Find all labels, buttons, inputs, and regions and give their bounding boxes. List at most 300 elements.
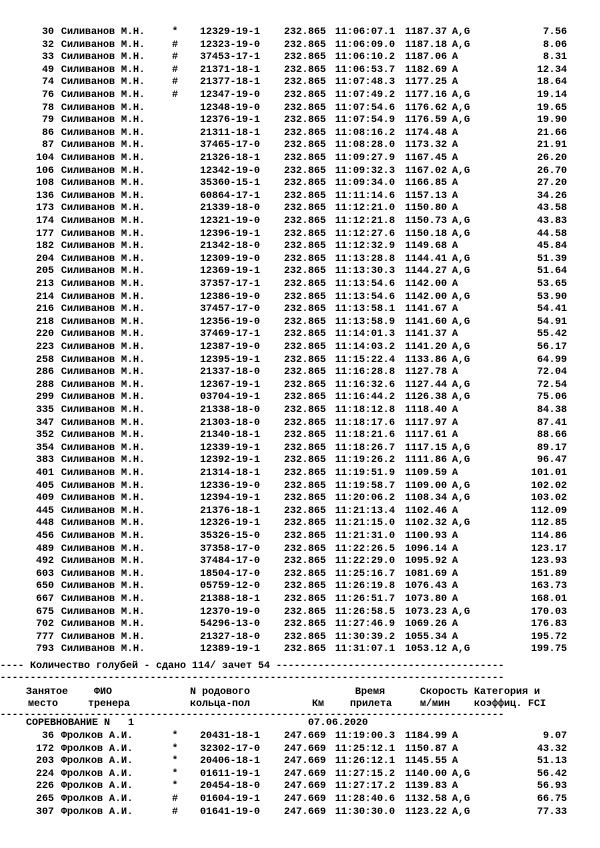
cell-fci: 51.39: [536, 253, 567, 265]
cell-fci: 151.89: [530, 568, 567, 580]
cell-km: 232.865: [284, 115, 327, 127]
cell-name: Фролков А.И.: [61, 731, 134, 742]
table-row: [0, 165, 600, 178]
table-row: [0, 530, 600, 543]
table-row: [0, 328, 600, 341]
cell-fci: 123.17: [530, 543, 567, 555]
cell-name: Силиванов М.Н.: [61, 606, 146, 618]
header-ring-2: кольца-пол: [190, 699, 251, 710]
cell-time: 11:21:31.0: [335, 531, 396, 542]
cell-fci: 54.91: [536, 316, 567, 328]
cell-place: 667: [35, 594, 54, 605]
cell-place: 79: [41, 115, 54, 127]
cell-speed: 1133.86: [405, 354, 448, 366]
header-category: Категория и: [474, 687, 541, 698]
table-row: [0, 152, 600, 165]
cell-ring: 21339-18-0: [200, 203, 261, 215]
cell-ring: 12347-19-0: [200, 90, 261, 101]
cell-speed: 1166.85: [405, 178, 448, 190]
cell-time: 11:30:30.0: [335, 806, 396, 818]
table-row: [0, 102, 600, 115]
cell-place: 405: [35, 480, 54, 492]
cell-cat: A,G: [452, 90, 471, 101]
cell-time: 11:12:21.0: [335, 203, 396, 215]
table-row: [0, 228, 600, 241]
cell-km: 232.865: [284, 153, 327, 164]
cell-km: 247.669: [284, 756, 327, 768]
cell-place: 108: [35, 178, 54, 190]
cell-place: 675: [35, 606, 54, 618]
cell-ring: 01604-19-1: [200, 794, 261, 805]
cell-ring: 21388-18-1: [200, 594, 261, 605]
cell-fci: 88.66: [536, 430, 567, 442]
cell-ring: 35360-15-1: [200, 178, 261, 190]
cell-km: 232.865: [284, 27, 327, 38]
cell-time: 11:13:30.3: [335, 266, 396, 278]
cell-time: 11:28:40.6: [335, 794, 396, 805]
cell-ring: 12336-19-0: [200, 480, 261, 492]
header-name: ФИО: [94, 687, 113, 698]
cell-ring: 12342-19-0: [200, 165, 261, 177]
cell-place: 203: [35, 756, 54, 768]
cell-km: 232.865: [284, 228, 327, 240]
cell-speed: 1176.59: [405, 115, 448, 127]
cell-name: Силиванов М.Н.: [61, 153, 146, 164]
cell-fci: 195.72: [530, 631, 567, 643]
table-row: [0, 755, 600, 768]
cell-cat: A: [452, 329, 459, 341]
cell-speed: 1053.12: [405, 644, 448, 656]
cell-time: 11:09:32.3: [335, 165, 396, 177]
cell-ring: 20406-18-1: [200, 756, 261, 768]
table-row: [0, 278, 600, 291]
cell-km: 232.865: [284, 39, 327, 51]
cell-fci: 34.26: [536, 190, 567, 202]
table-row: [0, 253, 600, 266]
cell-speed: 1140.00: [405, 768, 448, 780]
cell-mark: #: [172, 794, 179, 805]
cell-name: Силиванов М.Н.: [61, 568, 146, 580]
cell-cat: A: [452, 619, 459, 631]
cell-time: 11:27:15.2: [335, 768, 396, 780]
table-row: [0, 442, 600, 455]
cell-speed: 1111.86: [405, 455, 448, 467]
cell-km: 232.865: [284, 405, 327, 416]
cell-name: Силиванов М.Н.: [61, 379, 146, 391]
cell-cat: A: [452, 543, 459, 555]
cell-ring: 12392-19-1: [200, 455, 261, 467]
cell-speed: 1117.61: [405, 430, 448, 442]
table-row: [0, 127, 600, 140]
cell-km: 232.865: [284, 442, 327, 454]
cell-name: Силиванов М.Н.: [61, 354, 146, 366]
cell-time: 11:27:17.2: [335, 781, 396, 793]
cell-speed: 1102.32: [405, 518, 448, 530]
cell-place: 223: [35, 342, 54, 353]
cell-km: 247.669: [284, 806, 327, 818]
cell-name: Силиванов М.Н.: [61, 140, 146, 152]
table-row: [0, 114, 600, 127]
cell-cat: A,G: [452, 316, 471, 328]
table-row: [0, 26, 600, 39]
table-row: [0, 480, 600, 493]
header-place-2: место: [28, 699, 59, 710]
cell-km: 247.669: [284, 794, 327, 805]
cell-time: 11:21:13.4: [335, 505, 396, 517]
cell-cat: A,G: [452, 806, 471, 818]
cell-fci: 84.38: [536, 405, 567, 416]
cell-speed: 1150.87: [405, 743, 448, 755]
cell-name: Фролков А.И.: [61, 781, 134, 793]
cell-name: Силиванов М.Н.: [61, 581, 146, 593]
cell-place: 777: [35, 631, 54, 643]
cell-time: 11:07:54.9: [335, 115, 396, 127]
cell-time: 11:16:28.8: [335, 367, 396, 379]
cell-place: 205: [35, 266, 54, 278]
cell-km: 232.865: [284, 266, 327, 278]
cell-ring: 37453-17-1: [200, 52, 261, 64]
cell-speed: 1187.18: [405, 39, 448, 51]
cell-name: Силиванов М.Н.: [61, 531, 146, 542]
cell-ring: 12386-19-0: [200, 291, 261, 303]
table-row: [0, 643, 600, 656]
cell-ring: 12387-19-0: [200, 342, 261, 353]
cell-fci: 19.65: [536, 102, 567, 114]
cell-ring: 12356-19-0: [200, 316, 261, 328]
cell-speed: 1118.40: [405, 405, 448, 416]
cell-place: 354: [35, 442, 54, 454]
cell-time: 11:15:22.4: [335, 354, 396, 366]
header-time: Время: [355, 687, 386, 698]
cell-place: 401: [35, 468, 54, 479]
cell-fci: 170.03: [530, 606, 567, 618]
cell-cat: A: [452, 64, 459, 76]
cell-cat: A: [452, 405, 459, 416]
cell-ring: 21376-18-1: [200, 505, 261, 517]
cell-speed: 1141.37: [405, 329, 448, 341]
cell-speed: 1069.26: [405, 619, 448, 631]
cell-ring: 35326-15-0: [200, 531, 261, 542]
cell-time: 11:22:26.5: [335, 543, 396, 555]
cell-place: 177: [35, 228, 54, 240]
cell-fci: 176.83: [530, 619, 567, 631]
cell-place: 74: [41, 77, 54, 89]
cell-ring: 12321-19-0: [200, 216, 261, 227]
table-row: [0, 366, 600, 379]
cell-cat: A: [452, 190, 459, 202]
cell-ring: 37357-17-1: [200, 279, 261, 290]
cell-cat: A: [452, 417, 459, 429]
cell-time: 11:20:06.2: [335, 493, 396, 505]
cell-ring: 12394-19-1: [200, 493, 261, 505]
cell-place: 36: [41, 731, 54, 742]
header-category-2: коэффиц. FCI: [474, 699, 547, 710]
cell-fci: 87.41: [536, 417, 567, 429]
cell-km: 232.865: [284, 178, 327, 190]
cell-ring: 12367-19-1: [200, 379, 261, 391]
cell-name: Фролков А.И.: [61, 756, 134, 768]
cell-time: 11:13:58.9: [335, 316, 396, 328]
separator-line: ------------------------------------------------------------------------------------: [0, 673, 505, 684]
cell-place: 214: [35, 291, 54, 303]
cell-fci: 101.01: [530, 468, 567, 479]
cell-place: 492: [35, 556, 54, 568]
cell-place: 213: [35, 279, 54, 290]
cell-cat: A: [452, 756, 459, 768]
cell-name: Силиванов М.Н.: [61, 127, 146, 139]
cell-time: 11:22:29.0: [335, 556, 396, 568]
cell-cat: A,G: [452, 379, 471, 391]
cell-cat: A,G: [452, 606, 471, 618]
cell-fci: 96.47: [536, 455, 567, 467]
separator-line-2: ------------------------------------------------------------------------------------: [0, 710, 505, 721]
cell-speed: 1176.62: [405, 102, 448, 114]
cell-speed: 1174.48: [405, 127, 448, 139]
cell-time: 11:27:46.9: [335, 619, 396, 631]
table-row: [0, 39, 600, 52]
header-speed: Скорость: [420, 687, 469, 698]
cell-place: 226: [35, 781, 54, 793]
cell-mark: *: [172, 781, 179, 793]
cell-speed: 1109.59: [405, 468, 448, 479]
cell-place: 793: [35, 644, 54, 656]
cell-ring: 37358-17-0: [200, 543, 261, 555]
cell-fci: 56.17: [536, 342, 567, 353]
cell-cat: A,G: [452, 115, 471, 127]
cell-fci: 43.83: [536, 216, 567, 227]
cell-km: 232.865: [284, 417, 327, 429]
cell-cat: A,G: [452, 165, 471, 177]
cell-cat: A,G: [452, 342, 471, 353]
table-row: [0, 631, 600, 644]
cell-km: 232.865: [284, 127, 327, 139]
cell-speed: 1184.99: [405, 731, 448, 742]
cell-name: Силиванов М.Н.: [61, 644, 146, 656]
cell-place: 456: [35, 531, 54, 542]
table-row: [0, 76, 600, 89]
cell-place: 448: [35, 518, 54, 530]
cell-mark: #: [172, 52, 179, 64]
cell-time: 11:07:48.3: [335, 77, 396, 89]
cell-fci: 27.20: [536, 178, 567, 190]
cell-time: 11:13:54.6: [335, 291, 396, 303]
cell-cat: A: [452, 430, 459, 442]
cell-place: 352: [35, 430, 54, 442]
cell-km: 232.865: [284, 241, 327, 253]
cell-name: Фролков А.И.: [61, 743, 134, 755]
cell-speed: 1096.14: [405, 543, 448, 555]
header-ring: N родового: [190, 687, 251, 698]
cell-cat: A: [452, 531, 459, 542]
cell-time: 11:07:54.6: [335, 102, 396, 114]
cell-name: Силиванов М.Н.: [61, 518, 146, 530]
summary-line: ---- Количество голубей - сдано 114/ зачет 54 --------------------------------------: [0, 661, 505, 672]
cell-time: 11:08:16.2: [335, 127, 396, 139]
cell-time: 11:09:27.9: [335, 153, 396, 164]
cell-fci: 72.54: [536, 379, 567, 391]
table-row: [0, 417, 600, 430]
cell-name: Силиванов М.Н.: [61, 253, 146, 265]
cell-name: Силиванов М.Н.: [61, 266, 146, 278]
cell-fci: 89.17: [536, 442, 567, 454]
cell-speed: 1177.16: [405, 90, 448, 101]
cell-name: Силиванов М.Н.: [61, 329, 146, 341]
cell-fci: 21.66: [536, 127, 567, 139]
cell-km: 232.865: [284, 480, 327, 492]
cell-mark: *: [172, 731, 179, 742]
cell-cat: A: [452, 556, 459, 568]
cell-fci: 45.84: [536, 241, 567, 253]
cell-time: 11:13:28.8: [335, 253, 396, 265]
cell-ring: 05759-12-0: [200, 581, 261, 593]
cell-fci: 44.58: [536, 228, 567, 240]
cell-fci: 8.06: [542, 39, 567, 51]
cell-cat: A,G: [452, 253, 471, 265]
cell-km: 232.865: [284, 203, 327, 215]
cell-fci: 12.34: [536, 64, 567, 76]
cell-km: 232.865: [284, 216, 327, 227]
cell-place: 76: [41, 90, 54, 101]
table-row: [0, 780, 600, 793]
cell-ring: 21338-18-0: [200, 405, 261, 416]
cell-fci: 64.99: [536, 354, 567, 366]
cell-km: 232.865: [284, 140, 327, 152]
table-row: [0, 89, 600, 102]
cell-km: 232.865: [284, 606, 327, 618]
cell-place: 650: [35, 581, 54, 593]
cell-cat: A: [452, 127, 459, 139]
cell-place: 32: [41, 39, 54, 51]
cell-place: 489: [35, 543, 54, 555]
cell-km: 232.865: [284, 644, 327, 656]
cell-cat: A,G: [452, 442, 471, 454]
cell-fci: 9.07: [542, 731, 567, 742]
cell-place: 224: [35, 768, 54, 780]
cell-ring: 12329-19-1: [200, 27, 261, 38]
cell-ring: 12395-19-1: [200, 354, 261, 366]
table-row: [0, 492, 600, 505]
cell-ring: 21340-18-1: [200, 430, 261, 442]
cell-place: 409: [35, 493, 54, 505]
cell-time: 11:06:07.1: [335, 27, 396, 38]
competition-number: 1: [128, 718, 135, 729]
table-row: [0, 354, 600, 367]
table-row: [0, 303, 600, 316]
cell-time: 11:18:12.8: [335, 405, 396, 416]
cell-cat: A,G: [452, 266, 471, 278]
cell-cat: A: [452, 781, 459, 793]
cell-speed: 1157.13: [405, 190, 448, 202]
cell-speed: 1187.06: [405, 52, 448, 64]
table-row: [0, 379, 600, 392]
cell-place: 335: [35, 405, 54, 416]
cell-name: Силиванов М.Н.: [61, 190, 146, 202]
cell-ring: 12309-19-0: [200, 253, 261, 265]
header-km: Км: [312, 699, 325, 710]
cell-fci: 114.86: [530, 531, 567, 542]
cell-time: 11:19:00.3: [335, 731, 396, 742]
cell-name: Силиванов М.Н.: [61, 417, 146, 429]
cell-place: 87: [41, 140, 54, 152]
cell-cat: A: [452, 178, 459, 190]
cell-fci: 199.75: [530, 644, 567, 656]
cell-speed: 1141.60: [405, 316, 448, 328]
cell-time: 11:16:32.6: [335, 379, 396, 391]
cell-ring: 21326-18-1: [200, 153, 261, 164]
cell-cat: A,G: [452, 493, 471, 505]
cell-speed: 1081.69: [405, 568, 448, 580]
cell-time: 11:12:21.8: [335, 216, 396, 227]
header-speed-2: м/мин: [420, 699, 451, 710]
cell-time: 11:08:28.0: [335, 140, 396, 152]
cell-place: 383: [35, 455, 54, 467]
table-row: [0, 454, 600, 467]
cell-fci: 56.93: [536, 781, 567, 793]
cell-ring: 12339-19-1: [200, 442, 261, 454]
cell-km: 232.865: [284, 90, 327, 101]
cell-ring: 21314-18-1: [200, 468, 261, 479]
cell-speed: 1117.15: [405, 442, 448, 454]
table-row: [0, 240, 600, 253]
cell-time: 11:19:51.9: [335, 468, 396, 479]
cell-time: 11:26:58.5: [335, 606, 396, 618]
cell-cat: A,G: [452, 768, 471, 780]
cell-speed: 1055.34: [405, 631, 448, 643]
cell-ring: 12369-19-1: [200, 266, 261, 278]
cell-speed: 1108.34: [405, 493, 448, 505]
header-time-2: прилета: [350, 699, 393, 710]
table-row: [0, 580, 600, 593]
table-row: [0, 341, 600, 354]
cell-km: 247.669: [284, 768, 327, 780]
cell-ring: 37484-17-0: [200, 556, 261, 568]
cell-name: Силиванов М.Н.: [61, 39, 146, 51]
cell-km: 232.865: [284, 329, 327, 341]
cell-place: 86: [41, 127, 54, 139]
cell-name: Силиванов М.Н.: [61, 52, 146, 64]
cell-place: 286: [35, 367, 54, 379]
table-row: [0, 404, 600, 417]
cell-name: Фролков А.И.: [61, 768, 134, 780]
cell-cat: A: [452, 731, 459, 742]
cell-time: 11:12:27.6: [335, 228, 396, 240]
cell-time: 11:26:12.1: [335, 756, 396, 768]
cell-km: 232.865: [284, 505, 327, 517]
cell-name: Силиванов М.Н.: [61, 241, 146, 253]
cell-time: 11:14:01.3: [335, 329, 396, 341]
table-row: [0, 64, 600, 77]
cell-name: Силиванов М.Н.: [61, 90, 146, 101]
cell-cat: A,G: [452, 392, 471, 404]
cell-place: 216: [35, 304, 54, 316]
cell-cat: A,G: [452, 644, 471, 656]
cell-name: Силиванов М.Н.: [61, 115, 146, 127]
cell-ring: 20454-18-0: [200, 781, 261, 793]
cell-speed: 1144.41: [405, 253, 448, 265]
cell-fci: 51.64: [536, 266, 567, 278]
cell-ring: 01641-19-0: [200, 806, 261, 818]
cell-time: 11:25:12.1: [335, 743, 396, 755]
cell-fci: 53.65: [536, 279, 567, 290]
cell-mark: #: [172, 806, 179, 818]
cell-speed: 1173.32: [405, 140, 448, 152]
cell-place: 204: [35, 253, 54, 265]
cell-ring: 21371-18-1: [200, 64, 261, 76]
cell-place: 299: [35, 392, 54, 404]
table-row: [0, 51, 600, 64]
cell-cat: A: [452, 241, 459, 253]
cell-name: Силиванов М.Н.: [61, 367, 146, 379]
